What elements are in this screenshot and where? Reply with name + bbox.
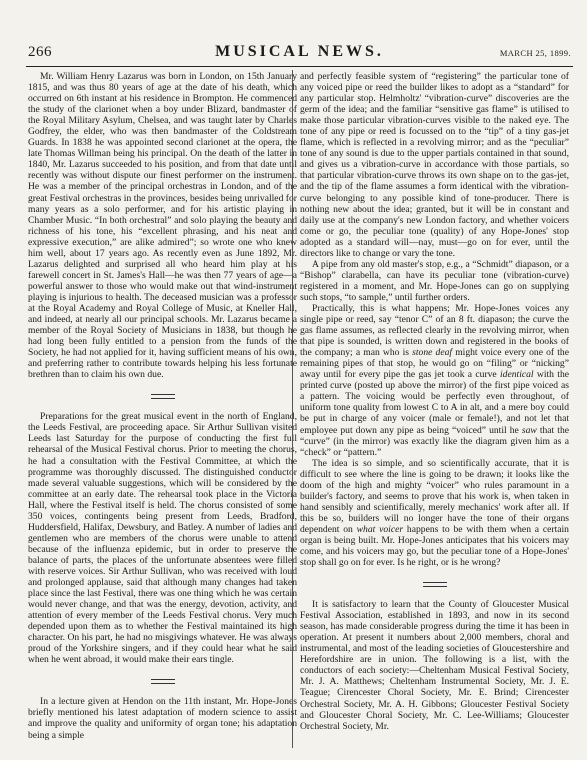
registering-system-paragraph: and perfectly feasible system of “registering” the particular tone of any voiced pipe or reed the builder likes to adopt as a “standard” for any particular stop. Helmholtz' “vibration-curve” discoveries are the germ of the idea; and the familiar “sensitive gas flame” is utilised to make those particular vibration-curves visible to the naked eye. The tone of any pipe or reed is focussed on to the “tip” of a tiny gas-jet flame, which is reflected in a revolving mirror; and as the “peculiar” tone of any sound is due to the upper partials contained in that sound, and gives us a vibration-curve in accordance with those partials, so that particular vibration-curve throws its own shape on to the gas-jet, and the tip of the flame assumes a form identical with the vibration-curve belonging to any possible kind of tone-producer. There is nothing new about the idea; granted, but it will be in constant and daily use at the company's new London factory, and whether voicers come or go, the peculiar tone (quality) of any Hope-Jones' stop adopted as a standard will—nay, must—go on for ever, until the directors like to change or vary the tone. — [300, 71, 569, 259]
section-divider — [151, 394, 175, 399]
practical-voicing-paragraph: Practically, this is what happens; Mr. Hope-Jones voices any single pipe or reed, say “tenor C” of an 8 ft. diapason; the curve the gas flame assumes, as reflected clearly in the revolving mirror, when that pipe is sounded, is written down and registered in the books of the company; a man who is stone deaf might voice every one of the remaining pipes of that stop, he would go on “filing” or “nicking” away until for every pipe the gas jet took a curve identical with the printed curve (posted up above the mirror) of the first pipe voiced as a pattern. The voicing would be perfectly even throughout, of uniform tone quality from lowest C to A in alt, and a mere boy could be put in charge of any voicer (male or female!), and not let that employee put down any pipe as being “voiced” until he saw that the “curve” (in the mirror) was exactly like the diagram given him as a “check” or “pattern.” — [300, 302, 569, 458]
idea-simplicity-paragraph: The idea is so simple, and so scientifically accurate, that it is difficult to see where the line is going to be drawn; it looks like the doom of the high and mighty “voicer” who rules paramount in a builder's factory, and seems to prove that his work is, when taken in hand sensibly and scientifically, merely mechanics' work after all. If this be so, builders will no longer have the tone of their organs dependent on what voicer happens to be with them when a certain organ is being built. Mr. Hope-Jones anticipates that his voicers may come, and his voicers may go, but the peculiar tone of a Hope-Jones' stop shall go on for ever. Is he right, or is he wrong? — [300, 457, 569, 569]
issue-date: MARCH 25, 1899. — [499, 48, 571, 58]
section-divider — [151, 679, 175, 684]
page-header — [28, 44, 571, 66]
column-divider — [292, 70, 293, 748]
leeds-festival-paragraph: Preparations for the great musical event in the north of England, the Leeds Festival, are proceeding apace. Sir Arthur Sullivan visited Leeds last Saturday for the purpose of conducting the first full rehearsal of the Musical Festival chorus. Prior to meeting the chorus, he had a consultation with the Festival Committee, at which the programme was thoroughly discussed. The distinguished conductor made several valuable suggestions, which will be considered by the committee at an early date. The rehearsal took place in the Victoria Hall, where the Festival itself is held. The chorus consisted of some 350 voices, contingents being present from Leeds, Bradford, Huddersfield, Halifax, Dewsbury, and Batley. A number of ladies and gentlemen who are members of the chorus were unable to attend because of the influenza epidemic, but in order to preserve the balance of parts, the places of the unfortunate absentees were filled with reserve voices. Sir Arthur Sullivan, who was received with loud and prolonged applause, said that although many changes had taken place since the last Festival, there was one thing which he was certain would never change, and that was the energy, devotion, activity, and attention of every member of the Leeds Festival chorus. Very much depended upon them as to whether the Festival maintained its high character. On his part, he had no misgivings whatever. He was always proud of the Yorkshire singers, and if they could hear what he said when he went abroad, it would make their ears tingle. — [28, 411, 297, 666]
gloucester-association-paragraph: It is satisfactory to learn that the County of Gloucester Musical Festival Association, established in 1893, and now in its second season, has made considerable progress during the time it has been in operation. At present it numbers about 2,000 members, choral and instrumental, and most of the leading societies of Gloucestershire and Herefordshire are in union. The following is a list, with the conductors of each society:—Cheltenham Musical Festival Society, Mr. J. A. Matthews; Cheltenham Instrumental Society, Mr. J. E. Teague; Cirencester Choral Society, Mr. E. Brind; Cirencester Orchestral Society, Mr. A. H. Gibbons; Gloucester Festival Society and Gloucester Choral Society, Mr. C. Lee-Williams; Gloucester Orchestral Society, Mr. — [300, 599, 569, 732]
hope-jones-lecture-paragraph: In a lecture given at Hendon on the 11th instant, Mr. Hope-Jones briefly mentioned his latest adaptation of modern science to assist and improve the quality and uniformity of organ tone; his adaptation being a simple — [28, 696, 297, 741]
lazarus-obituary-paragraph: Mr. William Henry Lazarus was born in London, on 15th January 1815, and was thus 80 years of age at the date of his death, which occurred on 6th instant at his residence in Brompton. He commenced the study of the clarionet when a boy under Blizard, bandmaster of the Royal Military Asylum, Chelsea, and was taught later by Charles Godfrey, the elder, who was then bandmaster of the Coldstream Guards. In 1838 he was appointed second clarionet at the opera, the late Thomas Willman being his principal. On the death of the latter in 1840, Mr. Lazarus succeeded to his position, and from that date until recently was without dispute our finest performer on the instrument. He was a member of the principal orchestras in London, and of the great Festival orchestras in the provinces, besides being unrivalled for many years as a solo performer, and for his artistic playing in Chamber Music. “In both orchestral” and solo playing the beauty and richness of his tone, his “excellent phrasing, and his neat and expressive execution,” are alike admired”; so wrote one who knew him well, about 17 years ago. As recently even as June 1892, Mr. Lazarus delighted and surprised all who heard him play at his farewell concert in St. James's Hall—he was then 77 years of age—a powerful answer to those who would make out that wind-instrument playing is injurious to health. The deceased musician was a professor at the Royal Academy and Royal College of Music, at Kneller Hall, and indeed, at nearly all our principal schools. Mr. Lazarus became a member of the Royal Society of Musicians in 1838, but though he had long been fully entitled to a pension from the funds of the Society, he had not applied for it, having sufficient means of his own, and preferring rather to contribute towards helping his less fortunate brethren than to claim his own due. — [28, 71, 297, 381]
page-number: 266 — [28, 44, 52, 60]
right-column — [300, 71, 569, 732]
left-column — [28, 71, 297, 741]
old-master-stop-paragraph: A pipe from any old master's stop, e.g., a “Schmidt” diapason, or a “Bishop” clarabella, can have its peculiar tone (vibration-curve) registered in a moment, and Mr. Hope-Jones can go on supplying such stops, “to sample,” until further orders. — [300, 258, 569, 303]
publication-title: MUSICAL NEWS. — [215, 43, 384, 60]
section-divider — [423, 582, 447, 587]
header-rule — [26, 66, 573, 67]
